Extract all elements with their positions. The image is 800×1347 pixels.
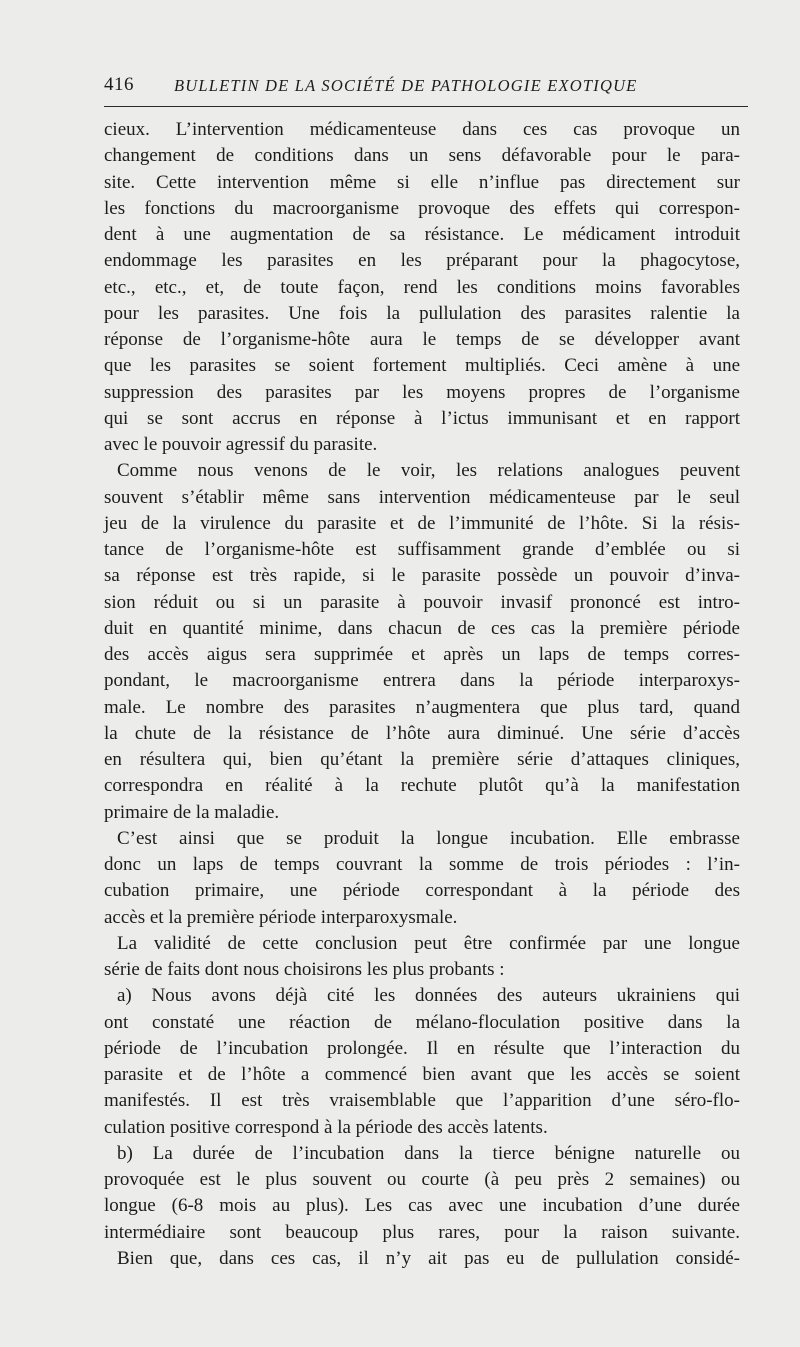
text-line: provoquée est le plus souvent ou courte (à peu près 2 semaines) ou: [104, 1169, 740, 1190]
page-header: [104, 74, 744, 98]
text-line: les fonctions du macroorganisme provoque des effets qui correspon-: [104, 197, 740, 219]
running-title: BULLETIN DE LA SOCIÉTÉ DE PATHOLOGIE EXOTIQUE: [174, 76, 638, 95]
text-line: période de l’incubation prolongée. Il en résulte que l’interaction du: [104, 1037, 740, 1059]
text-line: que les parasites se soient fortement multipliés. Ceci amène à une: [104, 355, 740, 377]
text-line: pour les parasites. Une fois la pullulation des parasites ralentie la: [104, 302, 740, 324]
text-line: endommage les parasites en les préparant pour la phagocytose,: [104, 250, 740, 272]
text-line: longue (6-8 mois au plus). Les cas avec une incubation d’une durée: [104, 1195, 740, 1217]
text-line: Comme nous venons de le voir, les relations analogues peuvent: [117, 460, 740, 482]
text-line: La validité de cette conclusion peut être confirmée par une longue: [117, 932, 740, 954]
text-line: la chute de la résistance de l’hôte aura diminué. Une série d’accès: [104, 722, 740, 744]
page-number: 416: [104, 74, 134, 95]
text-line: cubation primaire, une période correspondant à la période des: [104, 880, 740, 902]
text-line: culation positive correspond à la période des accès latents.: [104, 1116, 548, 1138]
text-line: tance de l’organisme-hôte est suffisamment grande d’emblée ou si: [104, 539, 740, 560]
text-line: série de faits dont nous choisirons les plus probants :: [104, 959, 505, 980]
body-text: [104, 117, 740, 1272]
text-line: avec le pouvoir agressif du parasite.: [104, 434, 378, 455]
text-line: a) Nous avons déjà cité les données des auteurs ukrainiens qui: [117, 985, 740, 1007]
header-rule: [104, 106, 748, 107]
text-line: duit en quantité minime, dans chacun de ces cas la première période: [104, 617, 740, 639]
text-line: parasite et de l’hôte a commencé bien avant que les accès se soient: [104, 1064, 740, 1085]
text-line: male. Le nombre des parasites n’augmentera que plus tard, quand: [104, 696, 740, 718]
text-line: cieux. L’intervention médicamenteuse dans ces cas provoque un: [104, 119, 740, 140]
text-line: pondant, le macroorganisme entrera dans la période interparoxys-: [104, 670, 740, 692]
text-line: suppression des parasites par les moyens propres de l’organisme: [104, 381, 740, 403]
text-line: accès et la première période interparoxysmale.: [104, 906, 458, 928]
text-line: manifestés. Il est très vraisemblable que l’apparition d’une séro-flo-: [104, 1090, 740, 1112]
text-line: jeu de la virulence du parasite et de l’immunité de l’hôte. Si la résis-: [104, 512, 740, 534]
text-line: sion réduit ou si un parasite à pouvoir invasif prononcé est intro-: [104, 591, 740, 613]
text-line: dent à une augmentation de sa résistance. Le médicament introduit: [104, 224, 740, 245]
text-line: intermédiaire sont beaucoup plus rares, pour la raison suivante.: [104, 1221, 740, 1243]
text-line: ont constaté une réaction de mélano-floculation positive dans la: [104, 1011, 740, 1033]
text-line: etc., etc., et, de toute façon, rend les conditions moins favorables: [104, 276, 740, 298]
text-line: sa réponse est très rapide, si le parasite possède un pouvoir d’inva-: [104, 565, 740, 587]
text-line: des accès aigus sera supprimée et après un laps de temps corres-: [104, 644, 740, 665]
text-line: primaire de la maladie.: [104, 801, 280, 823]
text-line: b) La durée de l’incubation dans la tierce bénigne naturelle ou: [117, 1142, 740, 1164]
text-line: C’est ainsi que se produit la longue incubation. Elle embrasse: [117, 827, 740, 849]
text-line: site. Cette intervention même si elle n’influe pas directement sur: [104, 171, 740, 193]
text-line: souvent s’établir même sans intervention médicamenteuse par le seul: [104, 486, 740, 508]
text-line: donc un laps de temps couvrant la somme de trois périodes : l’in-: [104, 854, 740, 875]
text-line: en résultera qui, bien qu’étant la première série d’attaques cliniques,: [104, 749, 740, 770]
text-line: réponse de l’organisme-hôte aura le temps de se développer avant: [104, 329, 740, 350]
text-line: qui se sont accrus en réponse à l’ictus immunisant et en rapport: [104, 407, 740, 429]
text-line: Bien que, dans ces cas, il n’y ait pas eu de pullulation considé-: [117, 1247, 740, 1269]
text-line: correspondra en réalité à la rechute plutôt qu’à la manifestation: [104, 775, 740, 797]
text-line: changement de conditions dans un sens défavorable pour le para-: [104, 145, 740, 167]
